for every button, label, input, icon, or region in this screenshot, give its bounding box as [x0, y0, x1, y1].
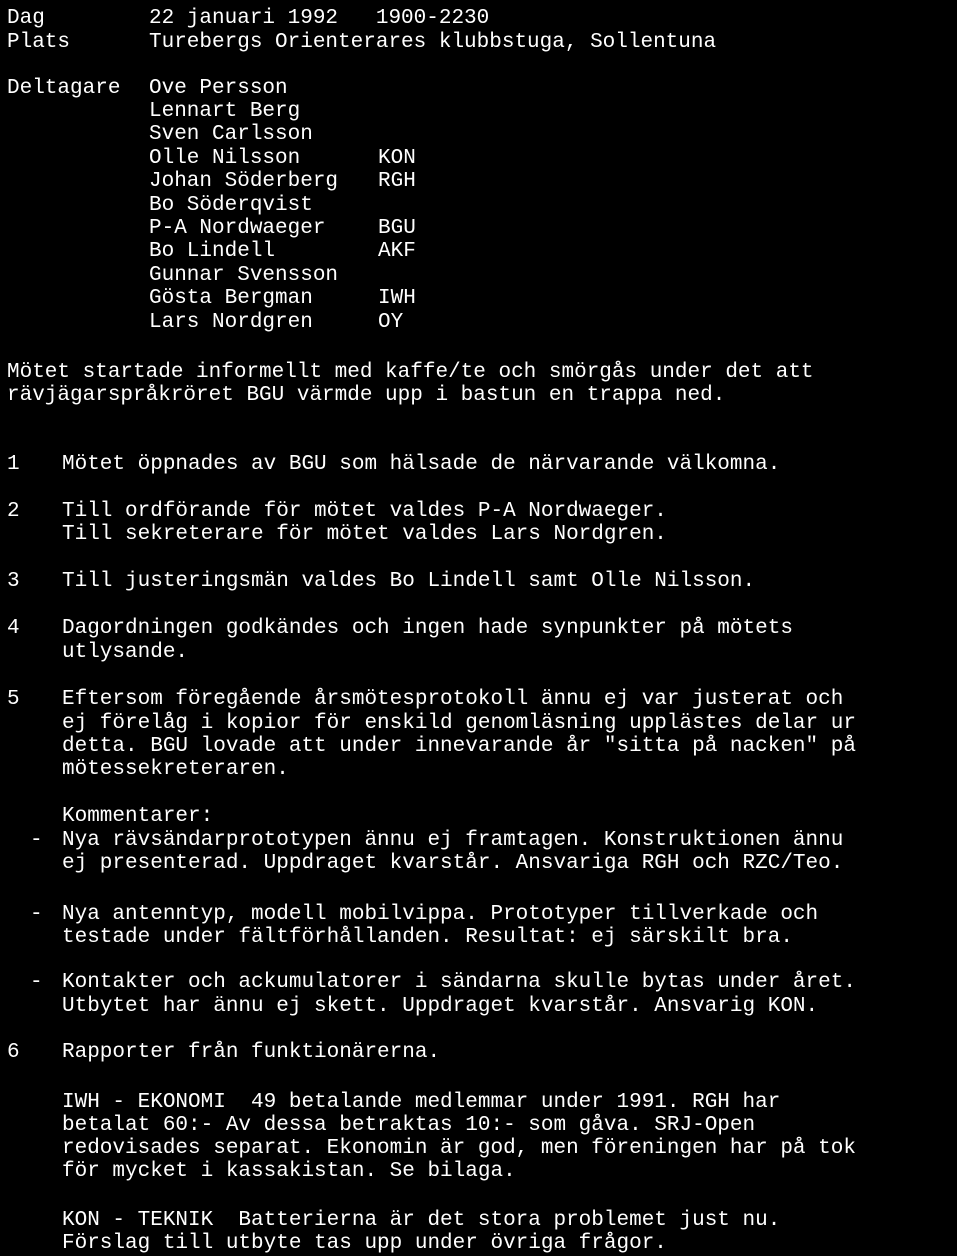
participant-name: Bo Söderqvist — [149, 194, 313, 217]
participant-code: IWH — [378, 287, 416, 310]
comment-bullet: - — [30, 829, 43, 852]
item-text: Till ordförande för mötet valdes P-A Nordwaeger. — [62, 500, 667, 523]
item-text: Dagordningen godkändes och ingen hade synpunkter på mötets — [62, 617, 793, 640]
plats-label: Plats — [7, 31, 71, 54]
comment-text: Nya rävsändarprototypen ännu ej framtagen. Konstruktionen ännu — [62, 829, 844, 852]
participant-name: Gösta Bergman — [149, 287, 313, 310]
intro-line: rävjägarspråkröret BGU värmde upp i bastun en trappa ned. — [7, 384, 726, 407]
comment-text: ej presenterad. Uppdraget kvarstår. Ansvariga RGH och RZC/Teo. — [62, 852, 844, 875]
item-number: 4 — [7, 617, 20, 640]
plats-value: Turebergs Orienterares klubbstuga, Sollentuna — [149, 31, 717, 54]
comment-text: Kontakter och ackumulatorer i sändarna skulle bytas under året. — [62, 971, 856, 994]
participant-code: OY — [378, 311, 404, 334]
participant-name: Lars Nordgren — [149, 311, 313, 334]
comment-bullet: - — [30, 903, 43, 926]
participant-name: Lennart Berg — [149, 100, 301, 123]
participant-name: Olle Nilsson — [149, 147, 301, 170]
item-number: 6 — [7, 1041, 20, 1064]
item-text: Mötet öppnades av BGU som hälsade de närvarande välkomna. — [62, 453, 781, 476]
participant-code: RGH — [378, 170, 416, 193]
item-text: Till sekreterare för mötet valdes Lars Nordgren. — [62, 523, 667, 546]
participants-label: Deltagare — [7, 77, 121, 100]
intro-line: Mötet startade informellt med kaffe/te och smörgås under det att — [7, 361, 814, 384]
item-text: utlysande. — [62, 641, 189, 664]
report-text: betalat 60:- Av dessa betraktas 10:- som gåva. SRJ-Open — [62, 1114, 756, 1137]
item-text: ej förelåg i kopior för enskild genomläsning upplästes delar ur — [62, 712, 856, 735]
participant-name: Bo Lindell — [149, 240, 276, 263]
item-text: Till justeringsmän valdes Bo Lindell samt Olle Nilsson. — [62, 570, 756, 593]
item-number: 5 — [7, 688, 20, 711]
report-text: Förslag till utbyte tas upp under övriga frågor. — [62, 1232, 667, 1255]
dag-label: Dag — [7, 7, 45, 30]
participant-name: Johan Söderberg — [149, 170, 339, 193]
participant-name: Gunnar Svensson — [149, 264, 339, 287]
participant-name: P-A Nordwaeger — [149, 217, 326, 240]
comment-text: testade under fältförhållanden. Resultat: ej särskilt bra. — [62, 926, 793, 949]
item-text: mötessekreteraren. — [62, 758, 289, 781]
report-text: KON - TEKNIK Batterierna är det stora problemet just nu. — [62, 1209, 781, 1232]
item-number: 3 — [7, 570, 20, 593]
report-text: för mycket i kassakistan. Se bilaga. — [62, 1160, 516, 1183]
comments-label: Kommentarer: — [62, 805, 214, 828]
participant-name: Sven Carlsson — [149, 123, 313, 146]
participant-code: BGU — [378, 217, 416, 240]
item-number: 2 — [7, 500, 20, 523]
comment-text: Utbytet har ännu ej skett. Uppdraget kvarstår. Ansvarig KON. — [62, 995, 819, 1018]
report-text: IWH - EKONOMI 49 betalande medlemmar under 1991. RGH har — [62, 1091, 781, 1114]
participant-code: KON — [378, 147, 416, 170]
dag-value: 22 januari 1992 1900-2230 — [149, 7, 490, 30]
participant-code: AKF — [378, 240, 416, 263]
item-text: Eftersom föregående årsmötesprotokoll ännu ej var justerat och — [62, 688, 844, 711]
item-text: Rapporter från funktionärerna. — [62, 1041, 441, 1064]
comment-bullet: - — [30, 971, 43, 994]
participant-name: Ove Persson — [149, 77, 288, 100]
report-text: redovisades separat. Ekonomin är god, men föreningen har på tok — [62, 1137, 856, 1160]
comment-text: Nya antenntyp, modell mobilvippa. Prototyper tillverkade och — [62, 903, 819, 926]
item-text: detta. BGU lovade att under innevarande år "sitta på nacken" på — [62, 735, 856, 758]
item-number: 1 — [7, 453, 20, 476]
